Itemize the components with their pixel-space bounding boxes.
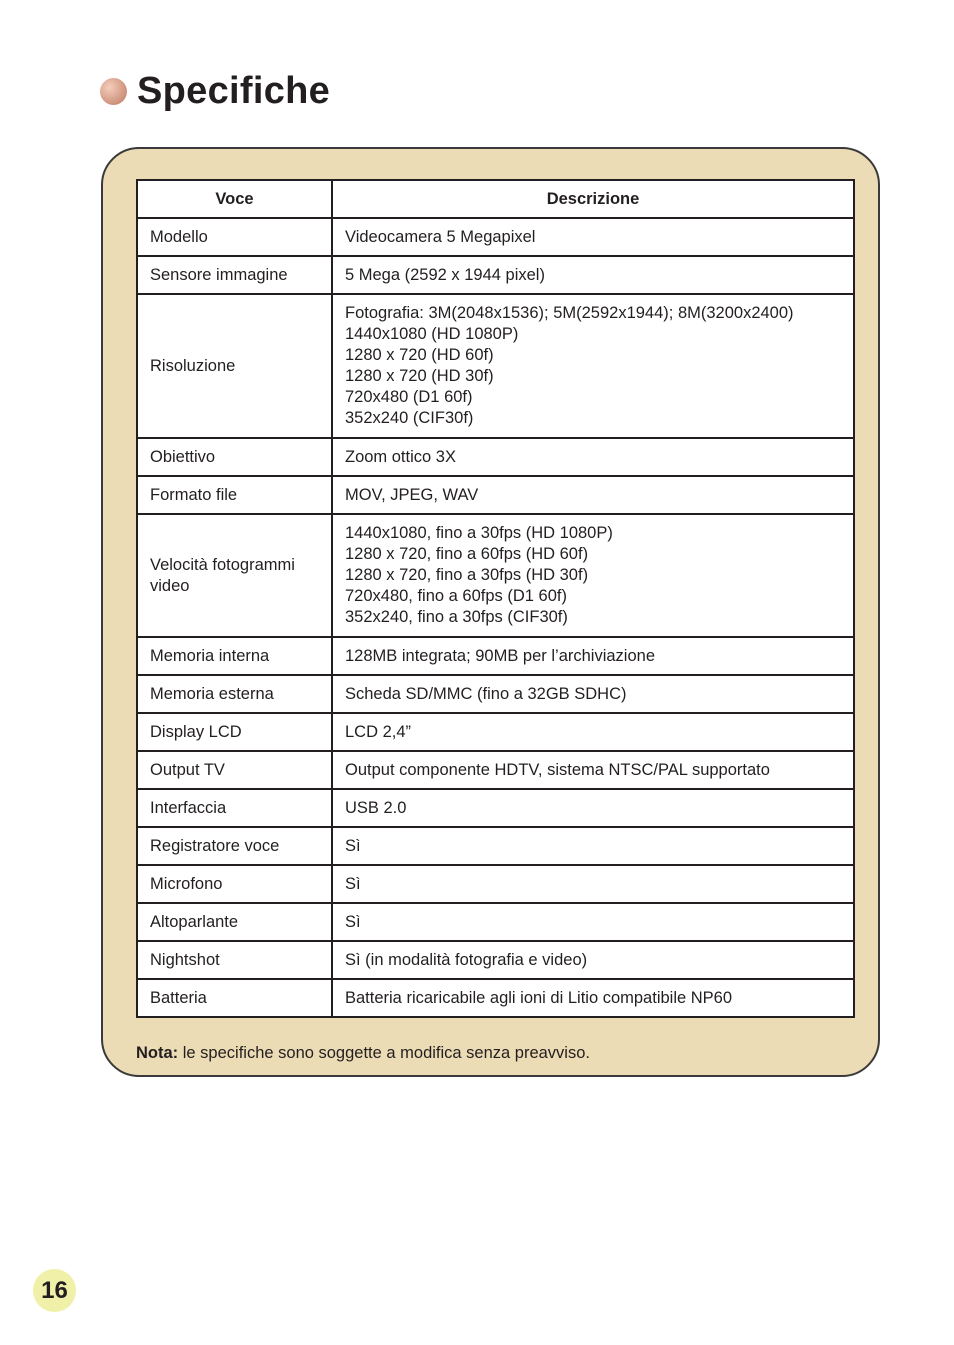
header-descrizione: Descrizione — [332, 180, 854, 218]
cell-descrizione — [332, 865, 854, 903]
cell-descrizione — [332, 438, 854, 476]
cell-voce: Sensore immagine — [137, 256, 332, 294]
descrizione-line: Fotografia: 3M(2048x1536); 5M(2592x1944); 8M(3200x2400) — [345, 304, 794, 322]
bullet-circle-icon — [100, 78, 127, 105]
table-row — [137, 713, 854, 751]
cell-descrizione — [332, 218, 854, 256]
cell-descrizione — [332, 827, 854, 865]
table-row — [137, 256, 854, 294]
descrizione-line: 1440x1080, fino a 30fps (HD 1080P) — [345, 524, 613, 542]
cell-voce: Display LCD — [137, 713, 332, 751]
table-row — [137, 941, 854, 979]
cell-voce: Batteria — [137, 979, 332, 1017]
cell-voce: Nightshot — [137, 941, 332, 979]
cell-descrizione — [332, 751, 854, 789]
descrizione-line: 128MB integrata; 90MB per l’archiviazione — [345, 646, 655, 665]
note-text: le specifiche sono soggette a modifica senza preavviso. — [178, 1044, 590, 1062]
cell-voce: Output TV — [137, 751, 332, 789]
descrizione-line: Zoom ottico 3X — [345, 447, 456, 466]
descrizione-line: 1280 x 720, fino a 60fps (HD 60f) — [345, 545, 589, 563]
page-number: 16 — [41, 1276, 68, 1304]
note-label: Nota: — [136, 1044, 179, 1062]
descrizione-line: Output componente HDTV, sistema NTSC/PAL supportato — [345, 760, 770, 779]
cell-voce: Velocità fotogrammi video — [137, 514, 332, 637]
descrizione-line: LCD 2,4” — [345, 722, 412, 741]
cell-descrizione — [332, 713, 854, 751]
descrizione-line: 352x240, fino a 30fps (CIF30f) — [345, 608, 568, 626]
table-row — [137, 903, 854, 941]
page-header — [100, 70, 330, 113]
descrizione-line: Sì — [345, 912, 361, 931]
header-voce: Voce — [137, 180, 332, 218]
descrizione-line: Batteria ricaricabile agli ioni di Litio compatibile NP60 — [345, 988, 733, 1007]
page-title: Specifiche — [137, 70, 331, 112]
cell-descrizione — [332, 675, 854, 713]
descrizione-line: Sì — [345, 874, 361, 893]
descrizione-line: 720x480 (D1 60f) — [345, 388, 473, 406]
table-row — [137, 979, 854, 1017]
table-row — [137, 476, 854, 514]
cell-descrizione — [332, 979, 854, 1017]
table-row — [137, 438, 854, 476]
table-row — [137, 865, 854, 903]
cell-voce: Obiettivo — [137, 438, 332, 476]
table-row — [137, 218, 854, 256]
cell-voce: Memoria esterna — [137, 675, 332, 713]
footnote — [136, 1044, 590, 1063]
page-number-badge — [33, 1269, 76, 1312]
cell-descrizione — [332, 789, 854, 827]
descrizione-line: USB 2.0 — [345, 798, 407, 817]
table-row — [137, 827, 854, 865]
spec-table-body — [137, 218, 854, 1017]
table-row — [137, 637, 854, 675]
descrizione-line: 5 Mega (2592 x 1944 pixel) — [345, 265, 545, 284]
cell-voce: Altoparlante — [137, 903, 332, 941]
cell-descrizione — [332, 941, 854, 979]
table-row — [137, 294, 854, 438]
descrizione-line: Videocamera 5 Megapixel — [345, 227, 536, 246]
cell-voce: Interfaccia — [137, 789, 332, 827]
table-row — [137, 789, 854, 827]
cell-descrizione — [332, 903, 854, 941]
cell-descrizione — [332, 294, 854, 438]
descrizione-line: 1280 x 720, fino a 30fps (HD 30f) — [345, 566, 589, 584]
cell-voce: Registratore voce — [137, 827, 332, 865]
descrizione-line: 720x480, fino a 60fps (D1 60f) — [345, 587, 567, 605]
cell-descrizione — [332, 514, 854, 637]
table-header-row — [137, 180, 854, 218]
cell-voce: Memoria interna — [137, 637, 332, 675]
spec-table — [136, 179, 855, 1018]
cell-voce: Risoluzione — [137, 294, 332, 438]
cell-voce: Microfono — [137, 865, 332, 903]
descrizione-line: Scheda SD/MMC (fino a 32GB SDHC) — [345, 684, 627, 703]
descrizione-line: 1280 x 720 (HD 30f) — [345, 367, 494, 385]
descrizione-line: MOV, JPEG, WAV — [345, 485, 479, 504]
descrizione-line: Sì (in modalità fotografia e video) — [345, 950, 588, 969]
table-row — [137, 675, 854, 713]
table-row — [137, 751, 854, 789]
descrizione-line: 352x240 (CIF30f) — [345, 409, 474, 427]
descrizione-line: 1280 x 720 (HD 60f) — [345, 346, 494, 364]
cell-voce: Modello — [137, 218, 332, 256]
table-row — [137, 514, 854, 637]
descrizione-line: 1440x1080 (HD 1080P) — [345, 325, 519, 343]
cell-descrizione — [332, 256, 854, 294]
cell-descrizione — [332, 637, 854, 675]
cell-descrizione — [332, 476, 854, 514]
cell-voce: Formato file — [137, 476, 332, 514]
descrizione-line: Sì — [345, 836, 361, 855]
